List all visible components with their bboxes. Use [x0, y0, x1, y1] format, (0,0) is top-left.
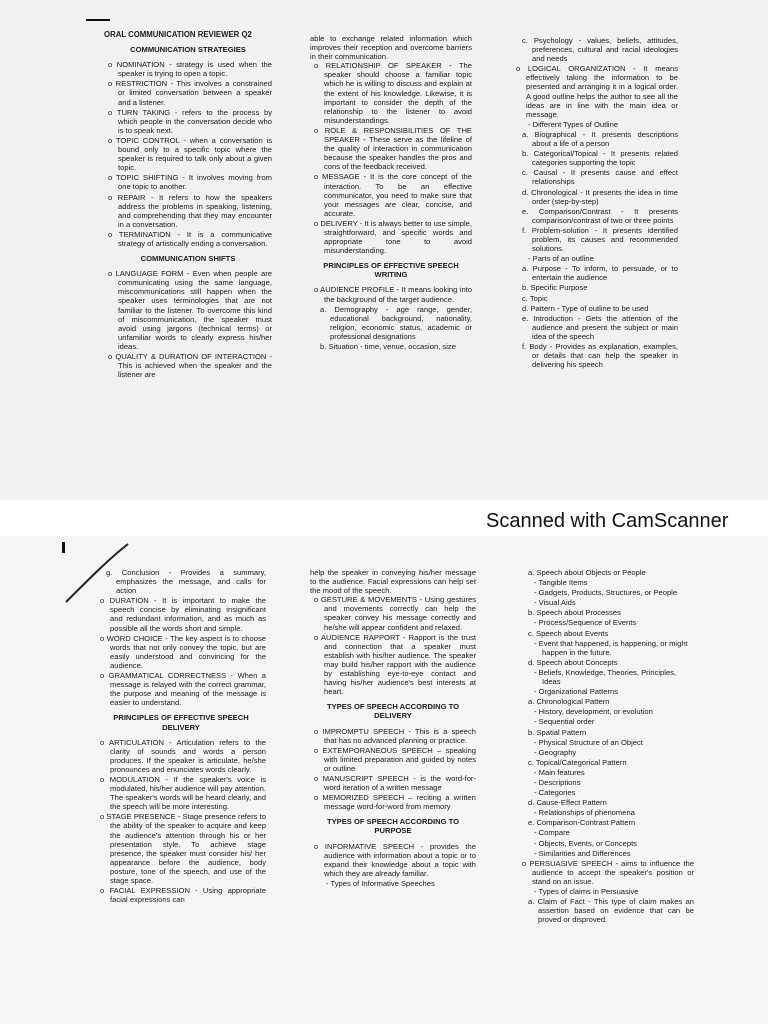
- camscanner-watermark: Scanned with CamScanner: [486, 510, 729, 532]
- text-line: a. Purpose - To inform, to persuade, or to entertain the audience: [522, 264, 678, 283]
- text-line: b. Specific Purpose: [522, 283, 588, 293]
- text-line: d. Chronological - It presents the idea in time order (step-by-step): [522, 187, 678, 206]
- text-line: c. Topical/Categorical Pattern: [528, 757, 627, 767]
- column-3: [512, 36, 678, 370]
- text-line: - Parts of an outline: [528, 254, 594, 264]
- text-line: o LOGICAL ORGANIZATION - It means effectively taking the information to be presented and arranging it in a logical order. A good outline helps the author to see all the ideas are in line with the main idea or message.: [516, 64, 678, 119]
- text-line: c. Speech about Events: [528, 628, 609, 638]
- section-heading: COMMUNICATION SHIFTS: [140, 254, 236, 264]
- text-line: c. Psychology - values, beliefs, attitudes, preferences, cultural and racial ideologies and needs: [522, 36, 678, 64]
- text-line: o MEMORIZED SPEECH – reciting a written message word-for-word from memory: [314, 793, 476, 812]
- text-line: f. Body - Provides as explanation, examples, or details that can help the speaker in delivering his speech: [522, 342, 678, 370]
- text-line: e. Comparison-Contrast Pattern: [528, 818, 636, 828]
- text-line: o GRAMMATICAL CORRECTNESS - When a message is relayed with the correct grammar, the purpose and meaning of the message is easier to understand.: [100, 671, 266, 708]
- text-line: a. Claim of Fact - This type of claim makes an assertion based on evidence that can be proved or disproved.: [528, 897, 694, 925]
- text-line: o DURATION - It is important to make the speech concise by eliminating insignificant and redundant information, and as much as possible all the words short and simple.: [100, 596, 266, 633]
- text-line: a. Speech about Objects or People: [528, 568, 646, 577]
- text-line: o RELATIONSHIP OF SPEAKER - The speaker should choose a familiar topic which he is willing to discuss and explain at the extent of his knowledge. Likewise, it is important to consider the depth of the relationship to the listener to avoid misunderstandings.: [314, 61, 472, 125]
- text-line: o INFORMATIVE SPEECH - provides the audience with information about a topic or to expand their knowledge about a topic with which they are already familiar.: [314, 841, 476, 878]
- text-line: g. Conclusion - Provides a summary, emphasizes the message, and calls for action: [106, 568, 266, 596]
- text-line: - Objects, Events, or Concepts: [534, 838, 637, 848]
- text-line: o EXTEMPORANEOUS SPEECH – speaking with limited preparation and guided by notes or outline: [314, 745, 476, 773]
- pen-mark: [86, 19, 110, 21]
- section-heading: COMMUNICATION STRATEGIES: [130, 45, 246, 55]
- text-line: o MANUSCRIPT SPEECH - is the word-for-word iteration of a written message: [314, 773, 476, 793]
- section-heading: TYPES OF SPEECH ACCORDING TO PURPOSE: [326, 817, 460, 836]
- text-line: - Main features: [534, 767, 585, 777]
- text-line: - Tangible Items: [534, 578, 588, 588]
- text-line: o DELIVERY - It is always better to use simple, straightforward, and specific words and appropriate tone to avoid misunderstanding.: [314, 218, 472, 256]
- section-heading: PRINCIPLES OF EFFECTIVE SPEECH DELIVERY: [113, 713, 249, 732]
- text-line: - Beliefs, Knowledge, Theories, Principles, Ideas: [534, 667, 677, 687]
- text-line: - Compare: [534, 828, 570, 838]
- column-3: [518, 568, 694, 925]
- text-line: - Geography: [534, 747, 577, 757]
- column-2: [310, 568, 476, 889]
- text-line: e. Introduction - Gets the attention of the audience and present the subject or main idea of the speech: [522, 313, 678, 341]
- text-line: o NOMINATION - strategy is used when the speaker is trying to open a topic.: [108, 60, 272, 79]
- text-line: - Types of Informative Speeches: [326, 878, 435, 888]
- text-line: - Gadgets, Products, Structures, or People: [534, 588, 678, 598]
- text-line: c. Topic: [522, 293, 548, 303]
- text-line: d. Pattern - Type of outline to be used: [522, 303, 649, 313]
- text-line: o FACIAL EXPRESSION - Using appropriate facial expressions can: [100, 886, 266, 905]
- text-line: o AUDIENCE PROFILE - It means looking into the background of the target audience.: [314, 285, 472, 304]
- text-line: o RESTRICTION - This involves a constrained or limited conversation between a speaker and a listener.: [108, 79, 272, 107]
- text-line: o ARTICULATION - Articulation refers to the clarity of sounds and words a person produces. If the speaker is articulate, he/she pronounces and enunciates words clearly.: [100, 737, 266, 774]
- scanned-page-bottom: [0, 536, 768, 1024]
- text-line: o TERMINATION - It is a communicative strategy of artistically ending a conversation.: [108, 229, 272, 248]
- text-line: a. Demography - age range, gender, educational background, nationality, religion, economic status, academic or professional designations: [320, 304, 472, 341]
- text-line: - Organizational Patterns: [534, 687, 618, 697]
- section-heading: PRINCIPLES OF EFFECTIVE SPEECH WRITING: [323, 261, 459, 280]
- text-line: o ROLE & RESPONSIBILITIES OF THE SPEAKER - These serve as the lifeline of the quality of interaction in communication because the speaker handles the pros and cons of the feedback received.: [314, 125, 472, 172]
- section-heading: TYPES OF SPEECH ACCORDING TO DELIVERY: [326, 702, 460, 721]
- text-line: d. Speech about Concepts: [528, 657, 618, 667]
- column-1: [96, 568, 266, 905]
- text-line: o TURN TAKING - refers to the process by which people in the conversation decide who is to speak next.: [108, 107, 272, 135]
- text-line: able to exchange related information which improves their reception and overcome barriers in their communication.: [310, 34, 472, 62]
- text-line: - Relationships of phenomena: [534, 808, 635, 818]
- column-2: [310, 34, 472, 352]
- text-line: - Types of claims in Persuasive: [534, 887, 639, 896]
- text-line: - Descriptions: [534, 777, 581, 787]
- text-line: o TOPIC SHIFTING - It involves moving from one topic to another.: [108, 173, 272, 192]
- text-line: - Physical Structure of an Object: [534, 737, 643, 747]
- text-line: - Different Types of Outline: [528, 119, 619, 129]
- text-line: d. Cause-Effect Pattern: [528, 798, 607, 808]
- text-line: o MESSAGE - It is the core concept of the interaction. To be an effective communicator, you need to make sure that your messages are clear, concise, and accurate.: [314, 172, 472, 218]
- text-line: c. Causal - It presents cause and effect relationships: [522, 168, 678, 187]
- text-line: o TOPIC CONTROL - when a conversation is bound only to a specific topic where the speaker is required to talk only about a given topic.: [108, 135, 272, 173]
- text-line: - Event that happened, is happening, or might happen in the future.: [534, 638, 688, 657]
- text-line: o REPAIR - It refers to how the speakers address the problems in speaking, listening, and comprehending that they may encounter in a conversation.: [108, 192, 272, 229]
- text-line: o GESTURE & MOVEMENTS - Using gestures and movements correctly can help the speaker convey his message correctly and he/she will appear confident and relaxed.: [314, 595, 476, 632]
- text-line: a. Biographical - It presents descriptions about a life of a person: [522, 129, 678, 149]
- text-line: o MODULATION - If the speaker's voice is modulated, his/her audience will pay attention. The speaker's words will be heard clearly, and the speech will be more interesting.: [100, 774, 266, 812]
- text-line: - History, development, or evolution: [534, 707, 653, 717]
- text-line: o WORD CHOICE - The key aspect is to choose words that not only convey the topic, but are easily understood and convincing for the audience.: [100, 633, 266, 670]
- text-line: - Visual Aids: [534, 598, 576, 608]
- text-line: b. Situation - time, venue, occasion, size: [320, 342, 456, 351]
- column-1: [104, 30, 272, 380]
- text-line: help the speaker in conveying his/her message to the audience. Facial expressions can help set the mood of the speech.: [310, 568, 476, 596]
- text-line: - Sequential order: [534, 717, 595, 727]
- text-line: o QUALITY & DURATION OF INTERACTION - This is achieved when the speaker and the listener are: [108, 352, 272, 380]
- text-line: o STAGE PRESENCE - Stage presence refers to the ability of the speaker to acquire and keep the audience's attention through his or her presentation style. To achieve stage presence, the speaker must consider his/ her appearance before the audience, body posture, tone of the speech, and use of the stage space.: [100, 812, 266, 885]
- document-title: ORAL COMMUNICATION REVIEWER Q2: [104, 30, 252, 39]
- text-line: o LANGUAGE FORM - Even when people are communicating using the same language, miscommunications still happen when the speaker uses terminologies that are not familiar to the listener. To overcome this kind of miscommunication, the speaker must avoid using jargons (technical terms) or unfamiliar words to clearly express his/her ideas.: [108, 269, 272, 351]
- scanned-page-top: [0, 0, 768, 500]
- text-line: b. Categorical/Topical - It presents related categories supporting the topic: [522, 149, 678, 168]
- text-line: f. Problem-solution - It presents identified problem, its causes and recommended solutions.: [522, 225, 678, 254]
- text-line: b. Speech about Processes: [528, 608, 621, 618]
- text-line: o AUDIENCE RAPPORT - Rapport is the trust and connection that a speaker must establish with his/her audience. The speaker may build his/her rapport with the audience by establishing eye-to-eye contact and having his/her audience's best interests at heart.: [314, 632, 476, 697]
- text-line: o PERSUASIVE SPEECH - aims to influence the audience to accept the speaker's position or stand on an issue.: [522, 858, 694, 886]
- text-line: - Similarities and Differences: [534, 848, 631, 858]
- text-line: a. Chronological Pattern: [528, 697, 610, 707]
- text-line: - Process/Sequence of Events: [534, 618, 637, 628]
- text-line: b. Spatial Pattern: [528, 727, 587, 737]
- text-line: o IMPROMPTU SPEECH - This is a speech that has no advanced planning or practice.: [314, 726, 476, 745]
- text-line: - Categories: [534, 788, 576, 798]
- text-line: e. Comparison/Contrast - It presents comparison/contrast of two or three points: [522, 206, 678, 225]
